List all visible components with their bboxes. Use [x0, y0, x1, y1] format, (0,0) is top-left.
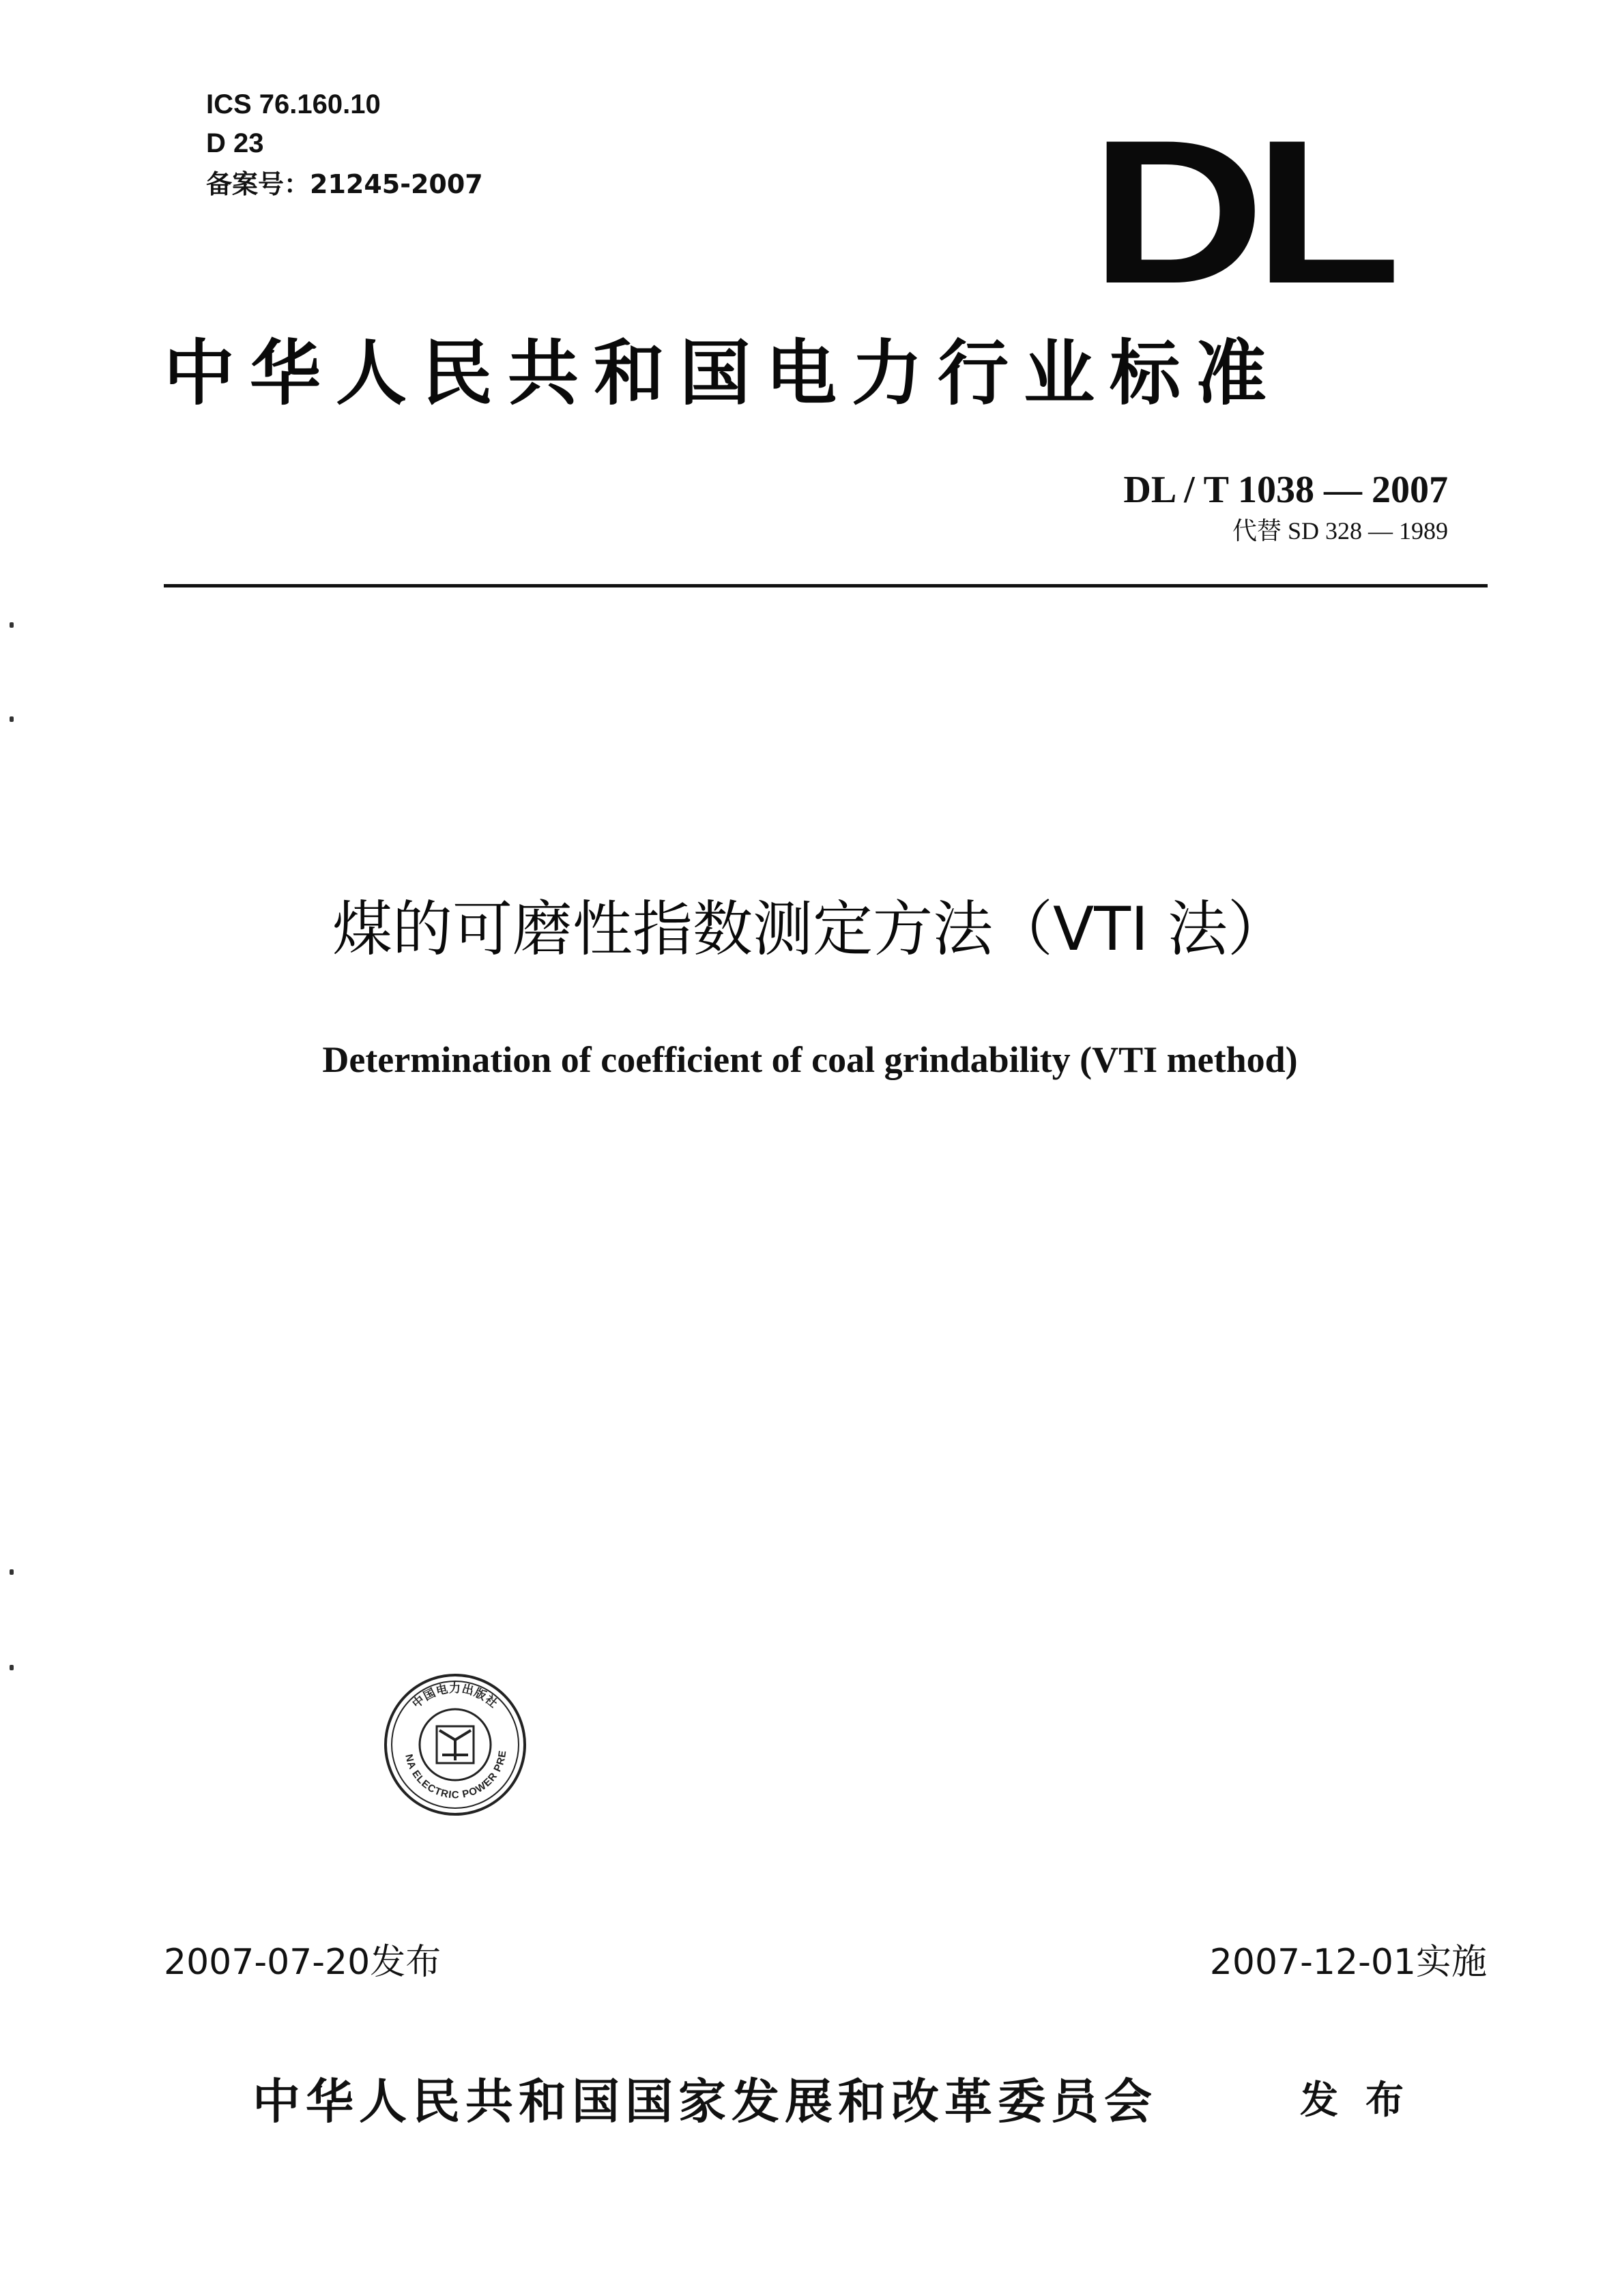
- ics-code: ICS 76.160.10: [206, 89, 381, 119]
- publisher-action: 发布: [1300, 2078, 1431, 2123]
- scan-speck: [10, 622, 14, 628]
- publisher-name: 中华人民共和国国家发展和改革委员会: [252, 2073, 1157, 2130]
- seal-text-cn: 中国电力出版社: [409, 1682, 501, 1711]
- replaces-standard: 代替 SD 328 — 1989: [1232, 517, 1448, 544]
- scan-speck: [10, 716, 14, 722]
- scan-speck: [10, 1665, 14, 1670]
- standard-number: DL / T 1038 — 2007: [1123, 469, 1448, 511]
- document-title-en: Determination of coefficient of coal grindability (VTI method): [322, 1039, 1298, 1080]
- seal-text-en: NA ELECTRIC POWER PRE: [403, 1749, 509, 1801]
- dl-logo: DL: [1090, 97, 1390, 326]
- issue-date: 2007-07-20发布: [164, 1942, 442, 1983]
- effective-date: 2007-12-01实施: [1209, 1942, 1487, 1983]
- ccs-code: D 23: [206, 128, 264, 158]
- filing-number: 备案号：21245-2007: [206, 169, 483, 199]
- document-title-cn: 煤的可磨性指数测定方法（VTI 法）: [332, 894, 1288, 964]
- scan-speck: [10, 1569, 14, 1575]
- svg-text:中国电力出版社: [409, 1681, 501, 1711]
- publisher-seal-icon: [382, 1672, 529, 1818]
- standard-category-title: 中华人民共和国电力行业标准: [164, 331, 1282, 415]
- header-divider: [164, 584, 1488, 587]
